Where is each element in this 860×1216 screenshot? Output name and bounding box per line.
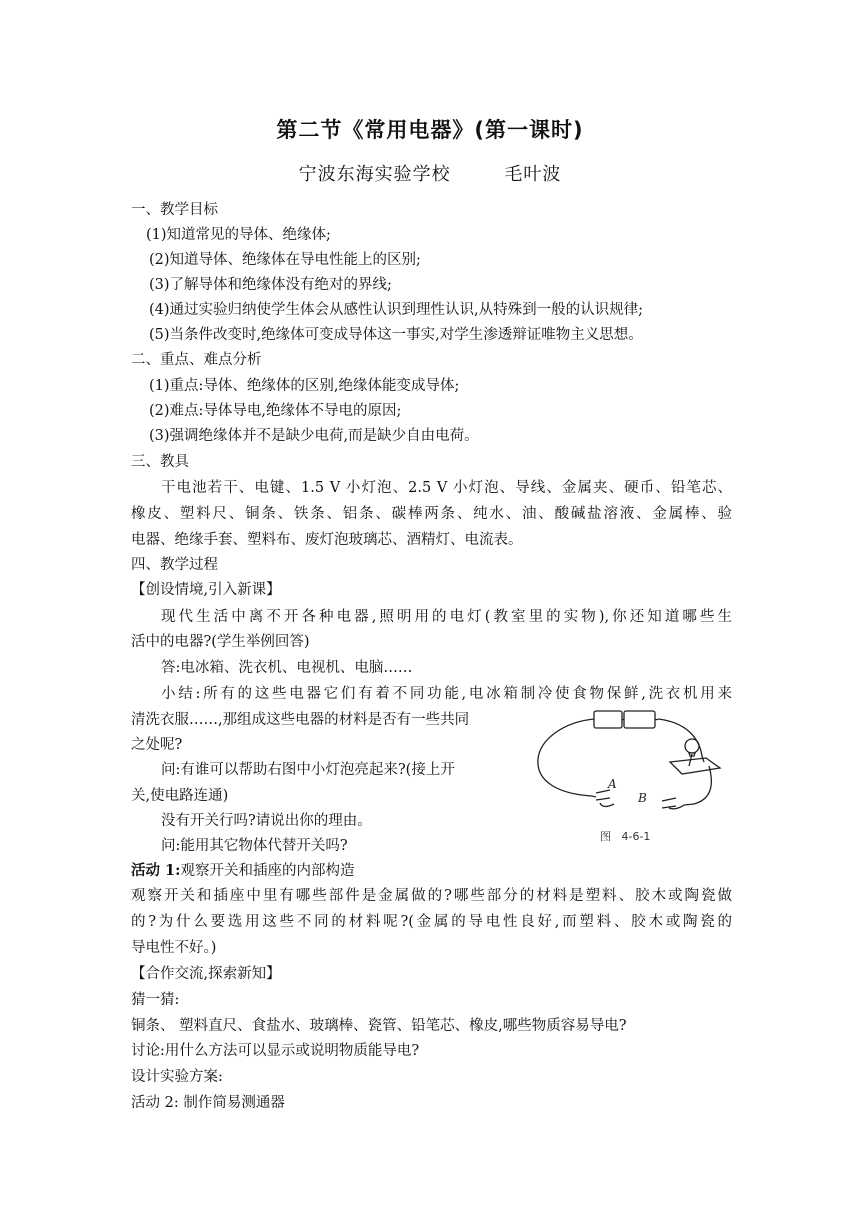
section-heading-equipment: 三、教具 — [131, 454, 189, 470]
objective-item: (2)知道导体、绝缘体在导电性能上的区别; — [149, 252, 421, 268]
keypoint-item: (2)难点:导体导电,绝缘体不导电的原因; — [149, 403, 402, 419]
question-line: 问:能用其它物体代替开关吗? — [161, 838, 348, 854]
keypoint-item: (1)重点:导体、绝缘体的区别,绝缘体能变成导体; — [149, 378, 460, 394]
activity-1-line: 观察开关和插座中里有哪些部件是金属做的?哪些部分的材料是塑料、胶木或陶瓷做 — [131, 888, 732, 904]
objective-item: (1)知道常见的导体、绝缘体; — [146, 227, 331, 243]
bulb-stand — [670, 758, 720, 774]
discussion-line: 讨论:用什么方法可以显示或说明物质能导电? — [131, 1043, 420, 1059]
paragraph-line: 现代生活中离不开各种电器,照明用的电灯(教室里的实物),你还知道哪些生 — [161, 609, 732, 625]
section-heading-keypoints: 二、重点、难点分析 — [131, 352, 262, 368]
question-line: 关,使电路连通) — [131, 788, 229, 804]
subsection-heading: 【创设情境,引入新课】 — [131, 582, 281, 598]
guess-text: 铜条、 塑料直尺、食盐水、玻璃棒、瓷管、铅笔芯、橡皮,哪些物质容易导电? — [131, 1018, 627, 1034]
section-heading-process: 四、教学过程 — [131, 557, 218, 573]
summary-line: 小结:所有的这些电器它们有着不同功能,电冰箱制冷使食物保鲜,洗衣机用来 — [161, 686, 732, 702]
activity-1-line: 导电性不好。) — [131, 940, 217, 956]
label-b: B — [638, 791, 647, 805]
guess-title: 猜一猜: — [131, 992, 180, 1008]
objective-item: (4)通过实验归纳使学生体会从感性认识到理性认识,从特殊到一般的认识规律; — [149, 302, 644, 318]
summary-line: 清洗衣服……,那组成这些电器的材料是否有一些共同 — [131, 712, 470, 728]
answer-line: 答:电冰箱、洗衣机、电视机、电脑…… — [161, 660, 413, 676]
design-line: 设计实验方案: — [131, 1069, 223, 1085]
activity-2-heading: 活动 2: 制作简易测通器 — [131, 1095, 285, 1111]
equipment-line: 干电池若干、电键、1.5 V 小灯泡、2.5 V 小灯泡、导线、金属夹、硬币、铅笔芯、 — [161, 480, 732, 496]
subsection-heading: 【合作交流,探索新知】 — [131, 966, 281, 982]
objective-item: (5)当条件改变时,绝缘体可变成导体这一事实,对学生渗透辩证唯物主义思想。 — [149, 327, 643, 343]
equipment-line: 电器、绝缘手套、塑料布、废灯泡玻璃芯、酒精灯、电流表。 — [131, 532, 523, 548]
figure-caption: 图 4-6-1 — [600, 830, 651, 843]
question-line: 问:有谁可以帮助右图中小灯泡亮起来?(接上开 — [161, 762, 455, 778]
activity-title: 观察开关和插座的内部构造 — [180, 863, 355, 879]
author-line: 宁波东海实验学校 毛叶波 — [298, 164, 562, 185]
label-a: A — [608, 777, 617, 791]
activity-1-line: 的?为什么要选用这些不同的材料呢?(金属的导电性良好,而塑料、胶木或陶瓷的 — [131, 914, 732, 930]
summary-line: 之处呢? — [131, 737, 183, 753]
activity-1-heading — [131, 861, 355, 881]
battery-icon — [624, 711, 655, 728]
battery-icon — [594, 711, 622, 728]
keypoint-item: (3)强调绝缘体并不是缺少电荷,而是缺少自由电荷。 — [149, 428, 479, 444]
section-heading-objectives: 一、教学目标 — [131, 202, 218, 218]
circuit-figure — [534, 704, 726, 848]
question-line: 没有开关行吗?请说出你的理由。 — [161, 813, 372, 829]
objective-item: (3)了解导体和绝缘体没有绝对的界线; — [149, 277, 392, 293]
equipment-line: 橡皮、塑料尺、铜条、铁条、铝条、碳棒两条、纯水、油、酸碱盐溶液、金属棒、验 — [131, 506, 732, 522]
activity-label: 活动 1: — [131, 862, 181, 879]
bulb-icon — [685, 739, 699, 753]
clip-icon — [596, 790, 610, 800]
clip-icon — [662, 798, 676, 808]
document-title: 第二节《常用电器》(第一课时) — [276, 118, 584, 142]
paragraph-line: 活中的电器?(学生举例回答) — [131, 634, 310, 650]
circuit-diagram — [534, 704, 726, 848]
